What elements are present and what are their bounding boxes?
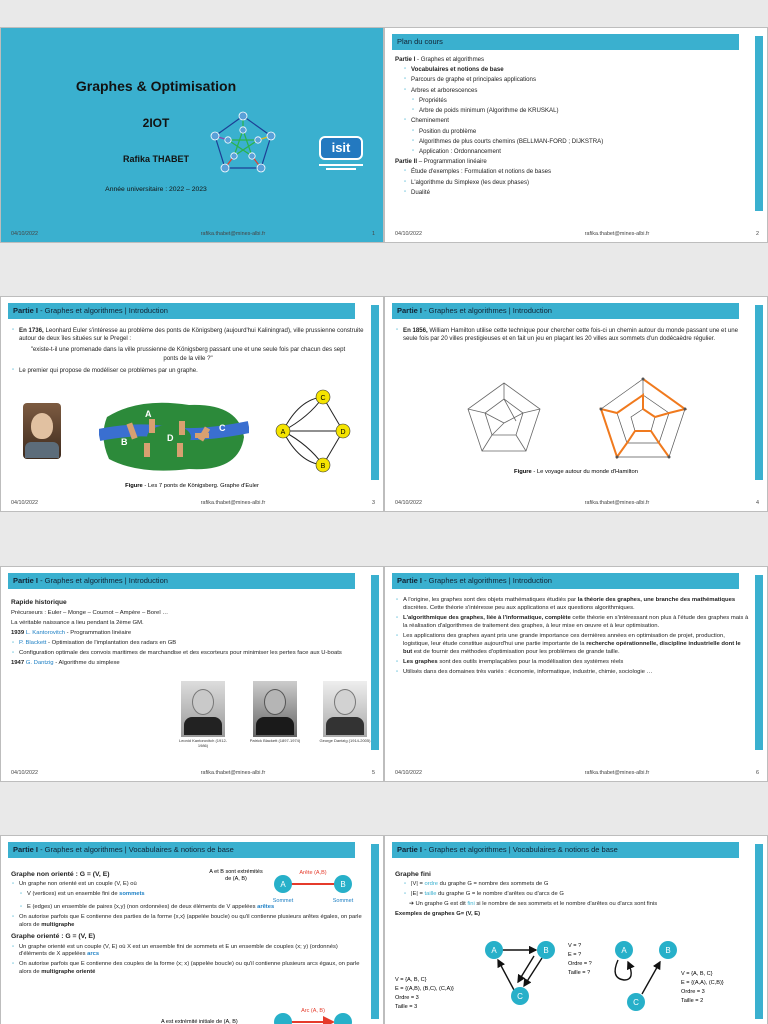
model-paragraph: ▫ Le premier qui propose de modéliser ce problèmes par un graphe.	[11, 367, 365, 375]
slide-header: Partie I - Graphes et algorithmes | Introduction	[392, 573, 739, 589]
history-line: ▫ Configuration optimale des convois maritimes de marchandise et des escorteurs pour minimiser les pertes face aux U-boats	[11, 650, 365, 658]
svg-text:A: A	[621, 946, 627, 955]
section-heading: Exemples de graphes G= (V, E)	[395, 910, 481, 917]
slide-1[interactable]	[0, 27, 384, 243]
side-bar	[755, 844, 763, 1019]
footer-date: 04/10/2022	[395, 770, 422, 776]
footer-email: rafika.thabet@mines-albi.fr	[584, 231, 650, 237]
definition-bullet: ▫ Un graphe non orienté est un couple (V, E) où	[11, 881, 233, 889]
slide-footer	[11, 500, 375, 506]
example-1-questions: V = ? E = ? Ordre = ? Taille = ?	[568, 943, 592, 976]
slide-number: 1	[371, 231, 375, 237]
euler-portrait	[23, 403, 61, 459]
svg-text:C: C	[517, 992, 523, 1001]
plan-item: ▫ L'algorithme du Simplexe (les deux phases)	[395, 179, 749, 187]
footer-email: rafika.thabet@mines-albi.fr	[200, 770, 266, 776]
definition-bullet: ▫ On autorise parfois que E contienne des couples de la forme (x; x) (appelée boucle) ou qu'il contienne plusieurs arcs égaux, on parle alors de multigraphe orienté	[11, 961, 365, 977]
plan-item: ▫ Arbre de poids minimum (Algorithme de KRUSKAL)	[395, 107, 749, 115]
slide-4[interactable]	[384, 296, 768, 512]
footer-date: 04/10/2022	[11, 500, 38, 506]
slide-number: 3	[371, 500, 375, 506]
blackett-portrait	[253, 681, 297, 737]
side-bar	[755, 305, 763, 480]
side-bar	[755, 575, 763, 750]
dodecahedron-drawing	[463, 379, 545, 459]
plan-item: ▫ Position du problème	[395, 128, 749, 136]
hamilton-paragraph: ▫ En 1856, William Hamilton utilise cette technique pour chercher cette fois-ci un chemin autour du monde passant une et une seule fois par 20 villes prestigieuses et en fait un jeu en plaçant les 20 villes aux sommets d'un dodécaèdre régulier.	[395, 327, 749, 343]
plan-item: ▫ Algorithmes de plus courts chemins (BELLMAN-FORD ; DIJKSTRA)	[395, 138, 749, 146]
side-bar	[371, 305, 379, 480]
svg-text:Arc (A, B): Arc (A, B)	[301, 1008, 325, 1014]
svg-text:Sommet: Sommet	[332, 898, 354, 904]
dantzig-portrait	[323, 681, 367, 737]
slide-number: 5	[371, 770, 375, 776]
svg-text:A: A	[280, 880, 286, 889]
author-name: Rafika THABET	[122, 154, 189, 164]
slide-footer	[395, 770, 759, 776]
svg-text:B: B	[320, 463, 326, 470]
course-title: Graphes & Optimisation	[75, 78, 237, 94]
svg-text:A: A	[491, 946, 497, 955]
academic-year: Année universitaire : 2022 – 2023	[105, 186, 207, 193]
course-plan-list	[395, 56, 749, 199]
slide-footer	[11, 770, 375, 776]
footer-date: 04/10/2022	[11, 231, 38, 237]
footer-date: 04/10/2022	[395, 231, 422, 237]
hamilton-graph	[597, 375, 689, 463]
figure-caption: Figure - Le voyage autour du monde d'Hamilton	[514, 469, 638, 475]
footer-date: 04/10/2022	[11, 770, 38, 776]
svg-text:B: B	[121, 437, 128, 447]
footer-email: rafika.thabet@mines-albi.fr	[584, 500, 650, 506]
footer-email: rafika.thabet@mines-albi.fr	[200, 500, 266, 506]
section-heading: Rapide historique	[11, 599, 67, 606]
svg-text:C: C	[320, 395, 326, 402]
intro-bullet: ▫ Utilisés dans des domaines très variés : économie, informatique, industrie, chimie, sociologie …	[395, 669, 749, 677]
plan-item: ▫ Dualité	[395, 189, 749, 197]
section-heading: Graphe non orienté : G = (V, E)	[11, 871, 110, 878]
undirected-edge-diagram	[269, 866, 359, 906]
petersen-graph-icon	[206, 98, 281, 193]
svg-text:A: A	[145, 409, 152, 419]
portrait-caption: Leonid Kantorovitch (1912-1986)	[178, 738, 228, 748]
definition-bullet: ▫ On autorise parfois que E contienne des parties de la forme {x,x} (appelée boucle) ou qu'il contienne plusieurs arêtes égales, on parle alors de multigraphe	[11, 914, 365, 930]
section-heading: Graphe fini	[395, 871, 431, 878]
example-2-values: V = {A, B, C} E = {(A,B), (B,C), (C,A)} Ordre = 3 Taille = 3	[395, 977, 454, 1010]
portrait-caption: George Dantzig (1914-2005)	[319, 738, 371, 743]
plan-item: ▫ Arbres et arborescences	[395, 87, 749, 95]
history-line: Précurseurs : Euler – Monge – Cournot – Ampère – Borel …	[11, 609, 169, 616]
plan-item: ▫ Vocabulaires et notions de base	[395, 66, 749, 74]
slide-number: 2	[755, 231, 759, 237]
svg-text:A: A	[280, 429, 286, 436]
svg-text:C: C	[219, 423, 226, 433]
plan-item: ▫ Propriétés	[395, 97, 749, 105]
footer-date: 04/10/2022	[395, 500, 422, 506]
euler-paragraph: ▫ En 1736, Leonhard Euler s'intéresse au problème des ponts de Königsberg (aujourd'hui Kaliningrad), ville prussienne construite autour de deux îles situées sur le Pregel :	[11, 327, 365, 343]
definition-bullet: ▫ |E| = taille du graphe G = le nombre d'arêtes ou d'arcs de G	[395, 891, 749, 899]
plan-item: ▫ Application : Ordonnancement	[395, 148, 749, 156]
slide-header: Partie I - Graphes et algorithmes | Vocabulaires & notions de base	[392, 842, 739, 858]
svg-text:B: B	[665, 946, 671, 955]
slide-header: Partie I - Graphes et algorithmes | Vocabulaires & notions de base	[8, 842, 355, 858]
definition-bullet: ▫ E (edges) un ensemble de paires {x,y} (non ordonnées) de deux éléments de V appelées arêtes	[11, 904, 365, 912]
slide-7[interactable]	[0, 835, 384, 1024]
isit-logo: isit	[319, 136, 369, 176]
slide-8[interactable]	[384, 835, 768, 1024]
title-background	[1, 28, 383, 242]
konigsberg-map	[99, 397, 249, 477]
definition-bullet: ➔ Un graphe G est dit fini si le nombre de ses sommets et le nombre d'arêtes ou d'arcs sont finis	[409, 900, 658, 907]
history-line: 1939 L. Kantorovitch - Programmation linéaire	[11, 629, 132, 636]
slide-3[interactable]	[0, 296, 384, 512]
plan-item: ▫ Cheminement	[395, 117, 749, 125]
portrait-caption: Patrick Blackett (1897-1974)	[249, 738, 301, 743]
course-code: 2IOT	[142, 116, 170, 130]
side-bar	[371, 844, 379, 1019]
figure-caption: Figure - Les 7 ponts de Königsberg. Graphe d'Euler	[125, 483, 259, 489]
slide-number: 6	[755, 770, 759, 776]
intro-bullet: ▫ L'algorithmique des graphes, liée à l'informatique, complète cette théorie en s'intéressant non plus à l'étude des graphes mais à la réalisation d'algorithmes de traitement des graphes, à leur mise en œuvre et à leur optimisation.	[395, 615, 749, 631]
side-bar	[755, 36, 763, 211]
history-line: La véritable naissance a lieu pendant la 2ème GM.	[11, 619, 144, 626]
slide-2[interactable]	[384, 27, 768, 243]
svg-text:Sommet: Sommet	[272, 898, 294, 904]
svg-text:B: B	[543, 946, 549, 955]
edge-note: A et B sont extrémités de (A, B)	[209, 869, 263, 882]
example-3-values: V = {A, B, C} E = {(A,A), (C,B)} Ordre = 3 Taille = 2	[681, 971, 724, 1004]
definition-bullet: ▫ |V| = ordre du graphe G = nombre des sommets de G	[395, 881, 749, 889]
svg-text:B: B	[340, 880, 346, 889]
svg-text:C: C	[633, 998, 639, 1007]
plan-item: Partie II – Programmation linéaire	[395, 158, 487, 166]
history-line: ▫ P. Blackett - Optimisation de l'implantation des radars en GB	[11, 640, 365, 648]
svg-text:D: D	[340, 429, 346, 436]
definition-bullet: ▫ Un graphe orienté est un couple (V, E) où X est un ensemble fini de sommets et E un ensemble de couples (x; y) (ordonnés) d'éléments de X appelées arcs	[11, 944, 365, 960]
slide-number: 4	[755, 500, 759, 506]
intro-bullet: ▫ Les applications des graphes ayant pris une grande importance ces dernières années en optimisation de projet, production, logistique, leur étude constitue aujourd'hui une partie importante de la recherche opérationnelle, discipline industrielle dont le but est de fournir des méthodes d'optimisation pour les problèmes de grande taille.	[395, 633, 749, 657]
slide-header: Partie I - Graphes et algorithmes | Introduction	[8, 573, 355, 589]
definition-bullet: ▫ V (vertices) est un ensemble fini de sommets	[11, 891, 233, 899]
footer-email: rafika.thabet@mines-albi.fr	[200, 231, 266, 237]
slide-footer	[395, 500, 759, 506]
slide-footer	[11, 231, 375, 237]
side-bar	[371, 575, 379, 750]
plan-item: ▫ Parcours de graphe et principales applications	[395, 76, 749, 84]
history-line: 1947 G. Dantzig - Algorithme du simplexe	[11, 659, 120, 666]
slide-header: Partie I - Graphes et algorithmes | Introduction	[8, 303, 355, 319]
arc-note: A est extrémité initiale de (A, B)	[161, 1019, 238, 1024]
footer-email: rafika.thabet@mines-albi.fr	[584, 770, 650, 776]
slide-footer	[395, 231, 759, 237]
svg-text:Arête (A,B): Arête (A,B)	[299, 870, 327, 876]
plan-item: ▫ Étude d'exemples : Formulation et notions de bases	[395, 168, 749, 176]
section-heading: Graphe orienté : G = (V, E)	[11, 933, 96, 941]
slide-5[interactable]	[0, 566, 384, 782]
euler-graph	[269, 389, 364, 479]
directed-triangle-graph	[480, 936, 565, 1012]
intro-bullet: ▫ Les graphes sont des outils irremplaçables pour la modélisation des systèmes réels	[395, 659, 749, 667]
kantorovitch-portrait	[181, 681, 225, 737]
slide-6[interactable]	[384, 566, 768, 782]
directed-arc-diagram	[269, 1004, 359, 1024]
intro-bullet: ▫ A l'origine, les graphes sont des objets mathématiques étudiés par la théorie des graphes, une branche des mathématiques discrètes. Cette théorie s'intéresse peu aux applications et aux questions algorithmiques.	[395, 597, 749, 613]
konigsberg-quote: "existe-t-il une promenade dans la ville prussienne de Königsberg passant une et une seule fois par chacun des sept ponts de la ville ?"	[30, 346, 346, 362]
loop-graph	[610, 936, 685, 1012]
plan-item: Partie I - Graphes et algorithmes	[395, 56, 485, 63]
svg-text:D: D	[167, 433, 174, 443]
slide-header: Plan du cours	[392, 34, 739, 50]
slide-header: Partie I - Graphes et algorithmes | Introduction	[392, 303, 739, 319]
